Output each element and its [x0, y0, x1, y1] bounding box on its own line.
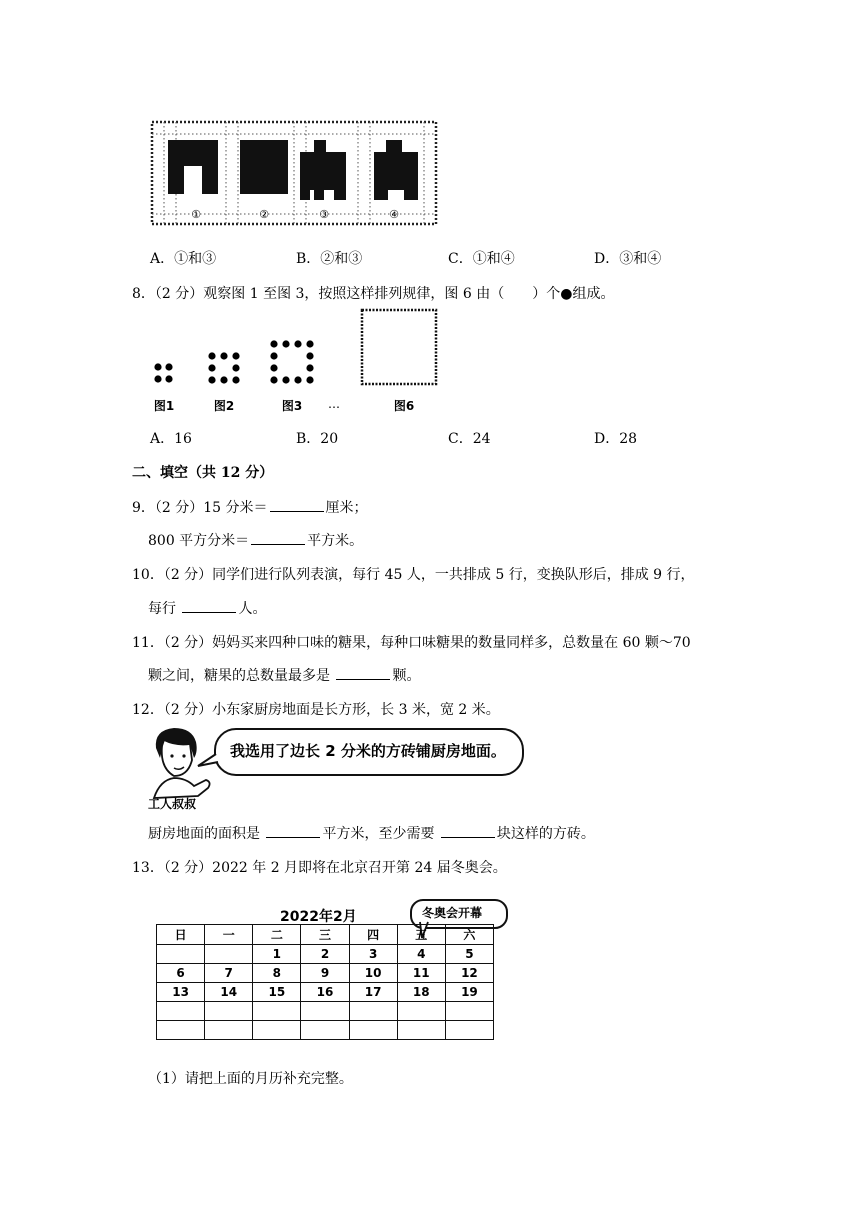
q8-option-a: A．16: [150, 431, 192, 447]
calendar-day-cell[interactable]: [397, 1002, 445, 1021]
q8-option-b: B．20: [296, 431, 339, 447]
calendar-weekday-cell: 一: [205, 925, 253, 945]
calendar-weekday-cell: 五: [397, 925, 445, 945]
q12-stem: 12．（2 分）小东家厨房地面是长方形，长 3 米，宽 2 米。: [132, 702, 500, 718]
q10-line1: 10．（2 分）同学们进行队列表演，每行 45 人，一共排成 5 行，变换队形后，排成 9 行，: [132, 567, 695, 583]
calendar-day-cell: 5: [445, 945, 493, 964]
q8-stem: 8．（2 分）观察图 1 至图 3，按照这样排列规律，图 6 由（ ）个●组成。: [132, 286, 615, 302]
calendar-day-cell: 3: [349, 945, 397, 964]
calendar-day-cell[interactable]: [253, 1021, 301, 1040]
calendar-day-cell: 16: [301, 983, 349, 1002]
calendar-day-cell[interactable]: [205, 1021, 253, 1040]
calendar-day-cell[interactable]: [157, 1021, 205, 1040]
calendar-day-cell[interactable]: [253, 1002, 301, 1021]
calendar-row: [157, 1002, 494, 1021]
q8-label-fig3: 图3: [281, 399, 303, 413]
calendar-day-cell: 2: [301, 945, 349, 964]
calendar-day-cell[interactable]: [205, 945, 253, 964]
calendar-day-cell[interactable]: [349, 1002, 397, 1021]
q7-fig-label-3: ③: [319, 208, 329, 221]
q7-option-b: B．②和③: [296, 251, 363, 267]
q7-shape-2: [240, 140, 288, 194]
q7-option-a: A．①和③: [150, 251, 217, 267]
q9-blank-2[interactable]: [251, 530, 305, 545]
q12-worker-label: 工人叔叔: [148, 797, 197, 811]
q8-option-c: C．24: [448, 431, 491, 447]
calendar-day-cell: 11: [397, 964, 445, 983]
calendar-bubble-text: 冬奥会开幕: [422, 906, 483, 920]
calendar-day-cell[interactable]: [301, 1002, 349, 1021]
calendar-day-cell: 7: [205, 964, 253, 983]
q7-fig-label-4: ④: [389, 208, 399, 221]
q13-sub1: （1）请把上面的月历补充完整。: [148, 1071, 353, 1087]
calendar-weekday-cell: 二: [253, 925, 301, 945]
calendar-day-cell[interactable]: [349, 1021, 397, 1040]
calendar-day-cell: 13: [157, 983, 205, 1002]
calendar-weekday-cell: 四: [349, 925, 397, 945]
calendar-day-cell[interactable]: [157, 945, 205, 964]
q11-blank[interactable]: [336, 665, 390, 680]
q7-figure: [148, 118, 440, 228]
calendar-title: 2022年2月: [280, 909, 357, 925]
section-title: 二、填空（共 12 分）: [132, 465, 274, 481]
calendar-day-cell[interactable]: [445, 1021, 493, 1040]
calendar-header-row: [157, 925, 494, 945]
q8-label-ellipsis: …: [328, 397, 340, 411]
q9-blank-1[interactable]: [270, 497, 324, 512]
q8-label-fig2: 图2: [213, 399, 235, 413]
calendar-day-cell: 19: [445, 983, 493, 1002]
calendar-day-cell: 14: [205, 983, 253, 1002]
calendar-day-cell[interactable]: [157, 1002, 205, 1021]
q10-line2: 每行 人。: [148, 598, 266, 618]
calendar-day-cell: 6: [157, 964, 205, 983]
q10-blank[interactable]: [182, 598, 236, 613]
calendar-day-cell[interactable]: [205, 1002, 253, 1021]
calendar-row: [157, 1021, 494, 1040]
calendar-day-cell: 8: [253, 964, 301, 983]
q8-fig6-box: [362, 310, 436, 384]
q7-fig-label-2: ②: [259, 208, 269, 221]
calendar-day-cell[interactable]: [301, 1021, 349, 1040]
q8-label-fig1: 图1: [153, 399, 175, 413]
calendar-day-cell: 9: [301, 964, 349, 983]
calendar-weekday-cell: 三: [301, 925, 349, 945]
q12-speech-text: 我选用了边长 2 分米的方砖铺厨房地面。: [230, 742, 506, 760]
calendar-day-cell[interactable]: [445, 1002, 493, 1021]
q8-option-d: D．28: [594, 431, 638, 447]
calendar-day-cell: 15: [253, 983, 301, 1002]
q11-line2: 颗之间，糖果的总数量最多是 颗。: [148, 665, 420, 685]
calendar-row: [157, 983, 494, 1002]
q7-shape-3: [300, 140, 346, 200]
calendar-weekday-cell: 六: [445, 925, 493, 945]
calendar-table: [156, 924, 494, 1040]
calendar-day-cell: 17: [349, 983, 397, 1002]
q11-line1: 11．（2 分）妈妈买来四种口味的糖果，每种口味糖果的数量同样多，总数量在 60 颗～70: [132, 635, 691, 651]
q7-shape-1: [168, 140, 218, 194]
q12-blank-2[interactable]: [441, 823, 495, 838]
calendar-day-cell: 18: [397, 983, 445, 1002]
calendar-weekday-cell: 日: [157, 925, 205, 945]
q13-stem: 13．（2 分）2022 年 2 月即将在北京召开第 24 届冬奥会。: [132, 860, 507, 876]
q12-answer-line: 厨房地面的面积是 平方米，至少需要 块这样的方砖。: [148, 823, 595, 843]
q7-option-c: C．①和④: [448, 251, 515, 267]
q7-fig-label-1: ①: [191, 208, 201, 221]
q12-bubble-tail: [196, 752, 224, 774]
q8-label-fig6: 图6: [393, 399, 415, 413]
calendar-day-cell: 12: [445, 964, 493, 983]
q7-option-d: D．③和④: [594, 251, 662, 267]
calendar-day-cell[interactable]: [397, 1021, 445, 1040]
calendar-day-cell: 4: [397, 945, 445, 964]
calendar-row: [157, 964, 494, 983]
calendar-row: [157, 945, 494, 964]
calendar-day-cell: 10: [349, 964, 397, 983]
q12-blank-1[interactable]: [266, 823, 320, 838]
calendar-day-cell: 1: [253, 945, 301, 964]
q9-line1: 9．（2 分）15 分米＝ 厘米；: [132, 497, 368, 517]
q8-figure: [148, 304, 448, 416]
q7-shape-4: [374, 140, 418, 200]
q9-line2: 800 平方分米＝ 平方米。: [148, 530, 363, 550]
